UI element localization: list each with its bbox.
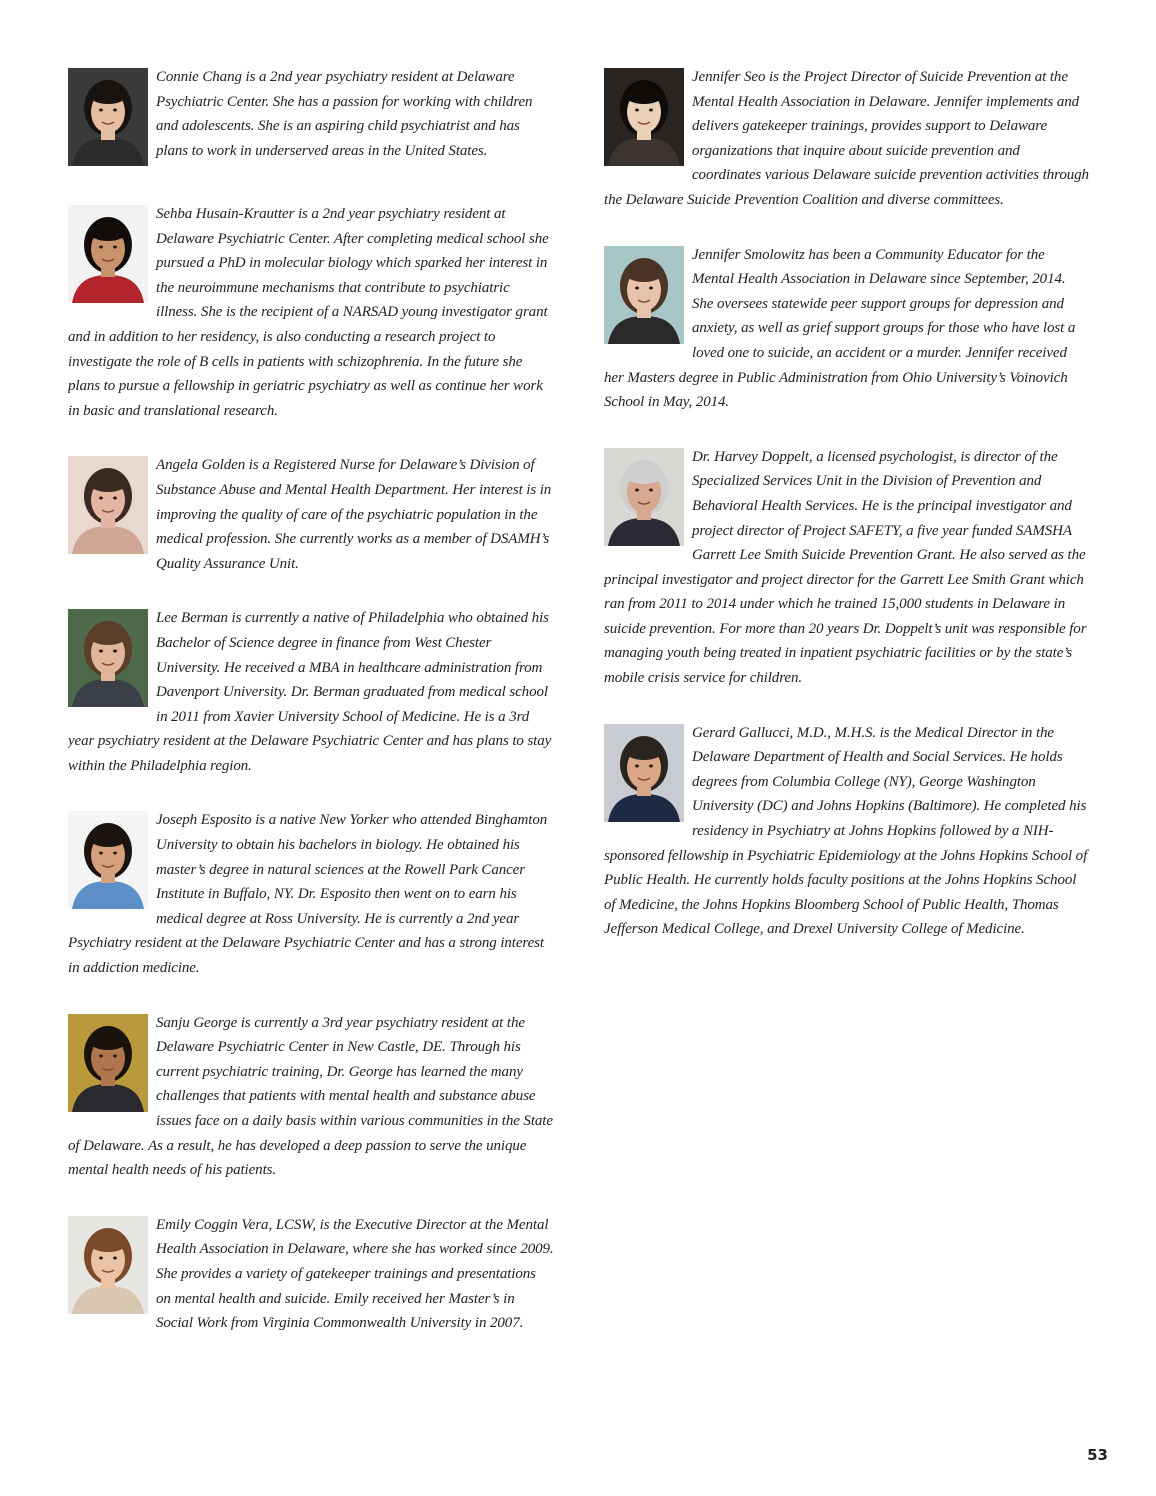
bio-text: Jennifer Seo is the Project Director of Suicide Prevention at the Mental Health Association in Delaware. Jennifer implements and delivers gatekeeper trainings, provides support to Delaware organizations that inquire about suicide prevention and coordinates various Delaware suicide prevention activities through the Delaware Suicide Prevention Coalition and diverse committees. — [604, 69, 1089, 208]
bio-text: Angela Golden is a Registered Nurse for Delaware’s Division of Substance Abuse and Mental Health Department. Her interest is in improving the quality of care of the psychiatric population in the medical profession. She currently works as a member of DSAMH’s Quality Assurance Unit. — [156, 457, 552, 572]
bio-text: Jennifer Smolowitz has been a Community Educator for the Mental Health Association in Delaware since September, 2014. She oversees statewide peer support groups for depression and anxiety, as well as grief support groups for those who have lost a loved one to suicide, an accident or a murder. Jennifer received her Masters degree in Public Administration from Ohio University’s Voinovich School in May, 2014. — [604, 246, 1076, 411]
bio-text: Sanju George is currently a 3rd year psychiatry resident at the Delaware Psychiatric Center in New Castle, DE. Through his current psychiatric training, Dr. George has learned the many challenges that patients with mental health and substance abuse issues face on a daily basis within various communities in the State of Delaware. As a result, he has developed a deep passion to serve the unique mental health needs of his patients. — [68, 1014, 553, 1179]
bio-block — [604, 243, 1090, 415]
bio-block — [68, 202, 554, 423]
bio-block — [604, 445, 1090, 691]
bio-block — [68, 65, 554, 172]
bio-block — [68, 1213, 554, 1336]
bio-block — [68, 808, 554, 980]
portrait-photo — [604, 68, 684, 166]
portrait-photo — [68, 1216, 148, 1314]
portrait-photo — [68, 1014, 148, 1112]
left-column — [68, 65, 554, 1336]
portrait-photo — [604, 448, 684, 546]
portrait-photo — [604, 246, 684, 344]
bio-block — [604, 65, 1090, 213]
portrait-photo — [68, 456, 148, 554]
page-number: 53 — [1087, 1446, 1108, 1464]
bio-text: Connie Chang is a 2nd year psychiatry resident at Delaware Psychiatric Center. She has a passion for working with children and adolescents. She is an aspiring child psychiatrist and has plans to work in underserved areas in the United States. — [156, 69, 533, 159]
portrait-photo — [68, 68, 148, 166]
bio-text: Sehba Husain-Krautter is a 2nd year psychiatry resident at Delaware Psychiatric Center. After completing medical school she pursued a PhD in molecular biology which sparked her interest in the neuroimmune mechanisms that contribute to psychiatric illness. She is the recipient of a NARSAD young investigator grant and in addition to her residency, is also conducting a research project to investigate the role of B cells in patients with schizophrenia. In the future she plans to pursue a fellowship in geriatric psychiatry as well as continue her work in basic and translational research. — [68, 206, 549, 419]
portrait-photo — [604, 724, 684, 822]
bio-block — [68, 606, 554, 778]
bio-text: Gerard Gallucci, M.D., M.H.S. is the Medical Director in the Delaware Department of Health and Social Services. He holds degrees from Columbia College (NY), George Washington University (DC) and Johns Hopkins (Baltimore). He completed his residency in Psychiatry at Johns Hopkins followed by a NIH-sponsored fellowship in Psychiatric Epidemiology at the Johns Hopkins School of Public Health. He currently holds faculty positions at the Johns Hopkins School of Medicine, the Johns Hopkins Bloomberg School of Public Health, Thomas Jefferson Medical College, and Drexel University College of Medicine. — [604, 724, 1088, 938]
portrait-photo — [68, 205, 148, 303]
portrait-photo — [68, 811, 148, 909]
right-column — [604, 65, 1090, 942]
bio-text: Joseph Esposito is a native New Yorker who attended Binghamton University to obtain his bachelors in biology. He obtained his master’s degree in natural sciences at the Rowell Park Cancer Institute in Buffalo, NY. Dr. Esposito then went on to earn his medical degree at Ross University. He is currently a 2nd year Psychiatry resident at the Delaware Psychiatric Center and has a strong interest in addiction medicine. — [68, 812, 548, 977]
bio-text: Dr. Harvey Doppelt, a licensed psychologist, is director of the Specialized Services Unit in the Division of Prevention and Behavioral Health Services. He is the principal investigator and project director of Project SAFETY, a five year funded SAMSHA Garrett Lee Smith Suicide Prevention Grant. He also served as the principal investigator and project director for the Garrett Lee Smith Grant which ran from 2011 to 2014 under which he trained 15,000 students in Delaware in suicide prevention. For more than 20 years Dr. Doppelt’s unit was responsible for managing youth being treated in inpatient psychiatric facilities or by the state’s mobile crisis service for children. — [604, 448, 1087, 687]
bio-text: Emily Coggin Vera, LCSW, is the Executive Director at the Mental Health Association in Delaware, where she has worked since 2009. She provides a variety of gatekeeper trainings and presentations on mental health and suicide. Emily received her Master’s in Social Work from Virginia Commonwealth University in 2007. — [156, 1216, 554, 1332]
bio-text: Lee Berman is currently a native of Philadelphia who obtained his Bachelor of Science degree in finance from West Chester University. He received a MBA in healthcare administration from Davenport University. Dr. Berman graduated from medical school in 2011 from Xavier University School of Medicine. He is a 3rd year psychiatry resident at the Delaware Psychiatric Center and has plans to stay within the Philadelphia region. — [68, 610, 552, 774]
bio-block — [68, 1011, 554, 1183]
bio-block — [604, 721, 1090, 942]
bio-block — [68, 453, 554, 576]
portrait-photo — [68, 609, 148, 707]
